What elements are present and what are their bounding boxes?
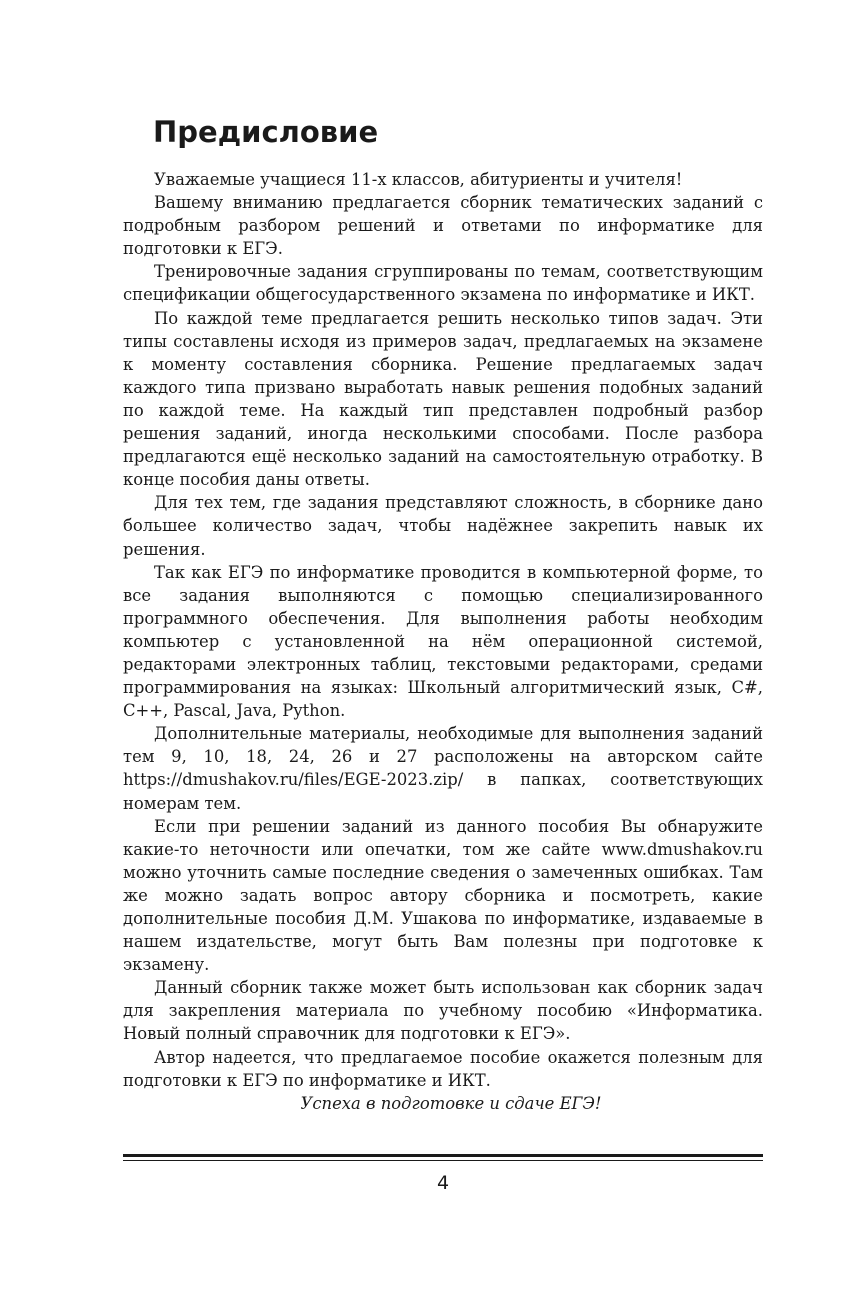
footer-rule-thick (123, 1154, 763, 1157)
paragraph: Данный сборник также может быть использован как сборник задач для закрепления материала по учебному пособию «Информатика. Новый полный справочник для подготовки к ЕГЭ». (123, 978, 763, 1044)
page-title: Предисловие (153, 115, 379, 149)
preface-body (123, 168, 763, 1115)
paragraph: Тренировочные задания сгруппированы по темам, соответствующим спецификации общегосударственного экзамена по информатике и ИКТ. (123, 262, 763, 305)
paragraph: Для тех тем, где задания представляют сложность, в сборнике дано большее количество задач, чтобы надёжнее закрепить навык их решения. (123, 493, 763, 559)
footer-rule-thin (123, 1160, 763, 1161)
paragraph: По каждой теме предлагается решить несколько типов задач. Эти типы составлены исходя из примеров задач, предлагаемых на экзамене к моменту составления сборника. Решение предлагаемых задач каждого типа призвано выработать навык решения подобных заданий по каждой теме. На каждый тип представлен подробный разбор решения заданий, иногда несколькими способами. После разбора предлагаются ещё несколько заданий на самостоятельную отработку. В конце пособия даны ответы. (123, 308, 763, 490)
paragraph: Вашему вниманию предлагается сборник тематических заданий с подробным разбором решений и ответами по информатике для подготовки к ЕГЭ. (123, 193, 763, 259)
page (123, 0, 763, 1312)
page-number: 4 (436, 1172, 450, 1194)
paragraph: Так как ЕГЭ по информатике проводится в компьютерной форме, то все задания выполняются с помощью специализированного программного обеспечения. Для выполнения работы необходим компьютер с установленной на нём операционной системой, редакторами электронных таблиц, текстовыми редакторами, средами программирования на языках: Школьный алгоритмический язык, C#, C++, Pascal, Java, Python. (123, 562, 763, 721)
paragraph: Если при решении заданий из данного пособия Вы обнаружите какие-то неточности или опечатки, том же сайте www.dmushakov.ru можно уточнить самые последние сведения о замеченных ошибках. Там же можно задать вопрос автору сборника и посмотреть, какие дополнительные пособия Д.М. Ушакова по информатике, издаваемые в нашем издательстве, могут быть Вам полезны при подготовке к экзамену. (123, 816, 763, 975)
paragraph-greeting: Уважаемые учащиеся 11-х классов, абитуриенты и учителя! (154, 170, 683, 189)
closing-line: Успеха в подготовке и сдаче ЕГЭ! (300, 1093, 602, 1113)
paragraph: Дополнительные материалы, необходимые для выполнения заданий тем 9, 10, 18, 24, 26 и 27 расположены на авторском сайте https://dmushakov.ru/files/EGE-2023.zip/ в папках, соответствующих номерам тем. (123, 724, 763, 813)
paragraph: Автор надеется, что предлагаемое пособие окажется полезным для подготовки к ЕГЭ по информатике и ИКТ. (123, 1047, 763, 1090)
